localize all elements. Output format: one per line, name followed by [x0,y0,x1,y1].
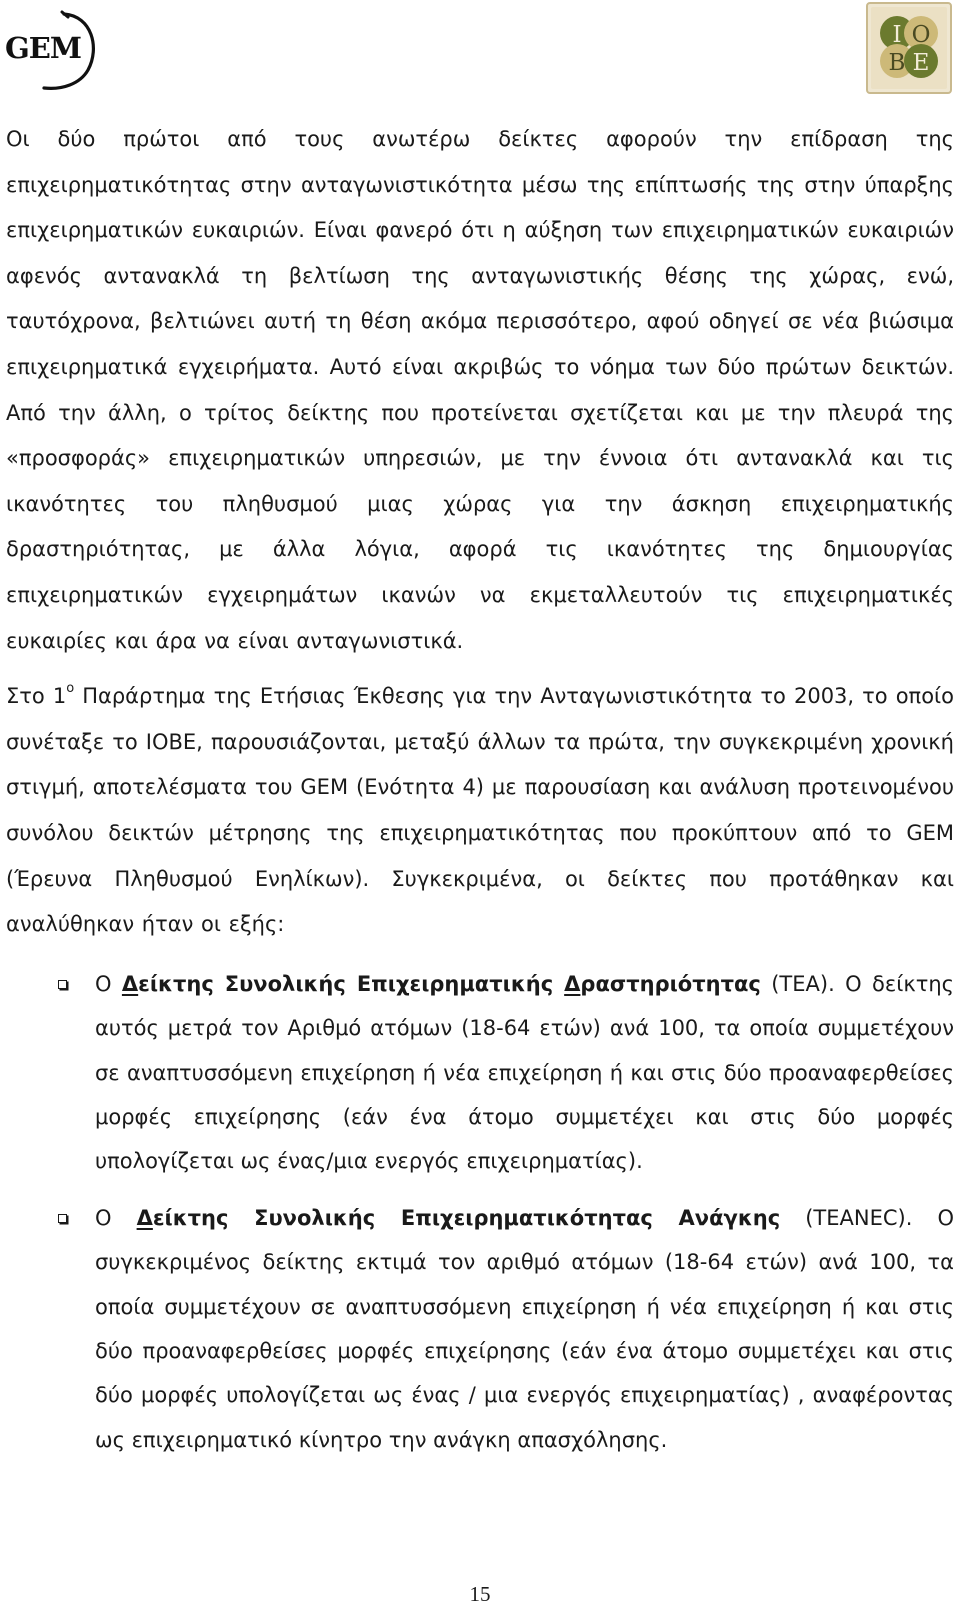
indicator-description: (TEANEC). Ο συγκεκριμένος δείκτης εκτιμά τον αριθμό ατόμων (18-64 ετών) ανά 100, τα οποία συμμετέχουν σε αναπτυσσόμενη επιχείρηση ή νέα επιχείρηση ή και στις δύο προαναφερθείσες μορφές επιχείρησης (εάν ένα άτομο συμμετέχει και στις δύο μορφές υπολογίζεται ως ένας / μια ενεργός επιχειρηματίας) , αναφέροντας ως επιχειρηματικό κίνητρο την ανάγκη απασχόλησης. [95,1205,954,1452]
paragraph-annex-start: Στο 1 [6,684,67,709]
list-item-tea [6,962,954,1184]
indicator-list [6,962,954,1462]
indicator-title-part: ραστηριότητας [580,971,761,996]
page-number: 15 [469,1582,491,1606]
list-item-text [95,1196,954,1462]
indicator-title-part: είκτης Συνολικής Επιχειρηματικής [138,971,565,996]
paragraph-annex-rest: Παράρτημα της Ετήσιας Έκθεσης για την Ανταγωνιστικότητα το 2003, το οποίο συνέταξε το ΙΟΒΕ, παρουσιάζονται, μεταξύ άλλων τα πρώτα, την συγκεκριμένη χρονική στιγμή, αποτελέσματα του GEM (Ενότητα 4) με παρουσίαση και ανάλυση προτεινομένου συνόλου δεικτών μέτρησης της επιχειρηματικότητας που προκύπτουν από το GEM (Έρευνα Πληθυσμού Ενηλίκων). Συγκεκριμένα, οι δείκτες που προτάθηκαν και αναλύθηκαν ήταν οι εξής: [6,684,954,937]
document-body [6,117,954,1474]
indicator-title [122,972,761,996]
checkbox-bullet-icon [58,1214,67,1223]
iobe-logo [866,2,952,94]
ordinal-superscript: ο [66,681,75,697]
underlined-initial: Δ [121,971,139,996]
underlined-initial: Δ [564,971,581,996]
list-item-teanec [6,1196,954,1462]
iobe-logo-graphic [866,2,952,94]
indicator-description: (TEA). Ο δείκτης αυτός μετρά τον Αριθμό ατόμων (18-64 ετών) ανά 100, τα οποία συμμετέχουν σε αναπτυσσόμενη επιχείρηση ή νέα επιχείρηση ή και στις δύο προαναφερθείσες μορφές επιχείρησης (εάν ένα άτομο συμμετέχει και στις δύο μορφές υπολογίζεται ως ένας/μια ενεργός επιχειρηματίας). [95,971,954,1174]
list-item-prefix: Ο [95,1205,137,1230]
underlined-initial: Δ [136,1205,153,1230]
svg-text:B: B [888,50,906,76]
svg-text:GEM: GEM [5,31,81,65]
svg-text:O: O [911,22,931,48]
indicator-title [137,1206,781,1230]
indicator-title-part: είκτης Συνολικής Επιχειρηματικότητας Ανάγκης [152,1205,781,1230]
paragraph-competitiveness: Οι δύο πρώτοι από τους ανωτέρω δείκτες αφορούν την επίδραση της επιχειρηματικότητας στην ανταγωνιστικότητα μέσω της επίπτωσής της στην ύπαρξης επιχειρηματικών ευκαιριών. Είναι φανερό ότι η αύξηση των επιχειρηματικών ευκαιριών αφενός αντανακλά τη βελτίωση της ανταγωνιστικής θέσης της χώρας, ενώ, ταυτόχρονα, βελτιώνει αυτή τη θέση ακόμα περισσότερο, αφού οδηγεί σε νέα βιώσιμα επιχειρηματικά εγχειρήματα. Αυτό είναι ακριβώς το νόημα των δύο πρώτων δεικτών. Από την άλλη, ο τρίτος δείκτης που προτείνεται σχετίζεται και με την πλευρά της «προσφοράς» επιχειρηματικών υπηρεσιών, με την έννοια ότι αντανακλά και τις ικανότητες του πληθυσμού μιας χώρας για την άσκηση επιχειρηματικής δραστηριότητας, με άλλα λόγια, αφορά τις ικανότητες της δημιουργίας επιχειρηματικών εγχειρημάτων ικανών να εκμεταλλευτούν τις επιχειρηματικές ευκαιρίες και άρα να είναι ανταγωνιστικά. [6,127,954,653]
gem-logo [4,8,100,90]
list-item-text [95,962,954,1184]
gem-logo-graphic [4,8,100,90]
svg-text:E: E [912,50,930,76]
svg-text:I: I [892,22,902,48]
paragraph-annex [6,674,954,948]
list-item-prefix: Ο [95,971,122,996]
checkbox-bullet-icon [58,980,67,989]
